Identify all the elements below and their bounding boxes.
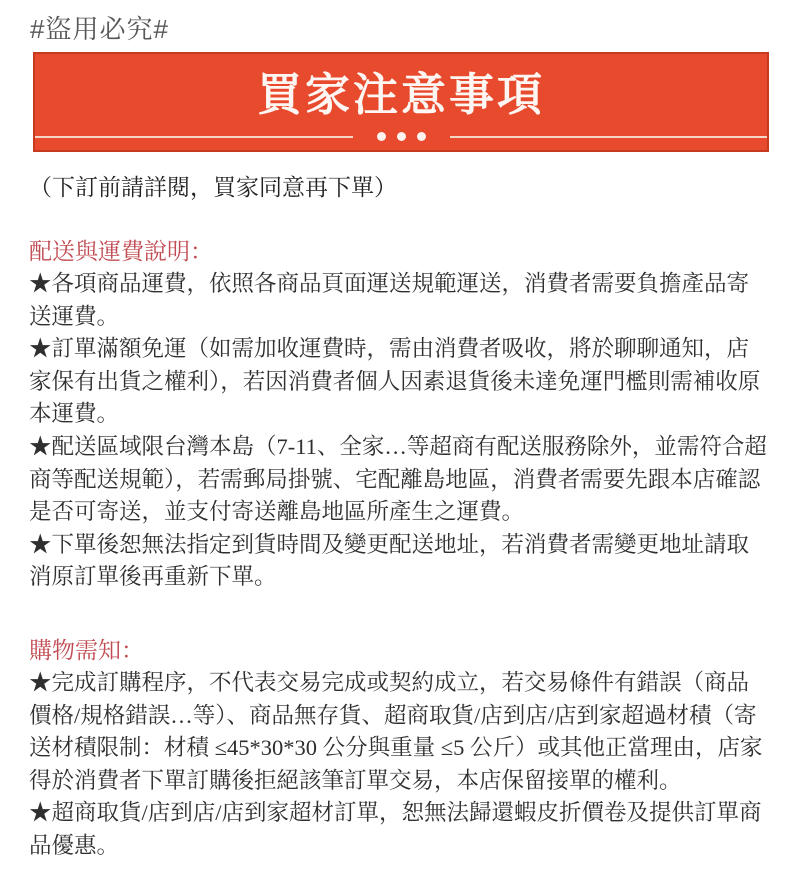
shipping-item: ★訂單滿額免運（如需加收運費時，需由消費者吸收，將於聊聊通知，店家保有出貨之權利），若因消費者個人因素退貨後未達免運門檻則需補收原本運費。 — [29, 336, 761, 427]
section-shipping-heading: 配送與運費說明： — [29, 239, 213, 264]
dot-icon — [417, 132, 426, 141]
shipping-item: ★下單後恕無法指定到貨時間及變更配送地址，若消費者需變更地址請取消原訂單後再重新下單。 — [29, 531, 750, 590]
separator-line-left — [35, 136, 353, 138]
section-shipping — [29, 235, 770, 594]
notice-banner — [33, 52, 769, 152]
purchase-item: ★完成訂購程序，不代表交易完成或契約成立，若交易條件有錯誤（商品價格/規格錯誤…等）、商品無存貨、超商取貨/店到店/店到家超過材積（寄送材積限制：材積 ≤45*30*30 公分與重量 ≤5 公斤）或其他正當理由，店家得於消費者下單訂購後拒絕該筆訂單交易，本店保留接單的權利。 — [29, 669, 763, 793]
banner-separator — [35, 132, 767, 141]
intro-note: （下訂前請詳閱，買家同意再下單） — [29, 175, 397, 200]
three-dots-icon — [377, 132, 426, 141]
notice-content — [29, 174, 770, 863]
separator-line-right — [450, 136, 768, 138]
dot-icon — [397, 132, 406, 141]
anti-theft-watermark: #盜用必究# — [30, 14, 169, 44]
section-purchase-heading: 購物需知： — [29, 637, 144, 663]
page-title: 買家注意事項 — [256, 69, 545, 120]
buyer-notice-page — [0, 14, 799, 879]
section-purchase — [29, 634, 770, 863]
shipping-item: ★配送區域限台灣本島（7-11、全家…等超商有配送服務除外，並需符合超商等配送規範），若需郵局掛號、宅配離島地區，消費者需要先跟本店確認是否可寄送，並支付寄送離島地區所產生之運費。 — [29, 433, 767, 525]
dot-icon — [377, 132, 386, 141]
purchase-item: ★超商取貨/店到店/店到家超材訂單，恕無法歸還蝦皮折價卷及提供訂單商品優惠。 — [29, 800, 762, 858]
shipping-item: ★各項商品運費，依照各商品頁面運送規範運送，消費者需要負擔產品寄送運費。 — [29, 271, 750, 329]
